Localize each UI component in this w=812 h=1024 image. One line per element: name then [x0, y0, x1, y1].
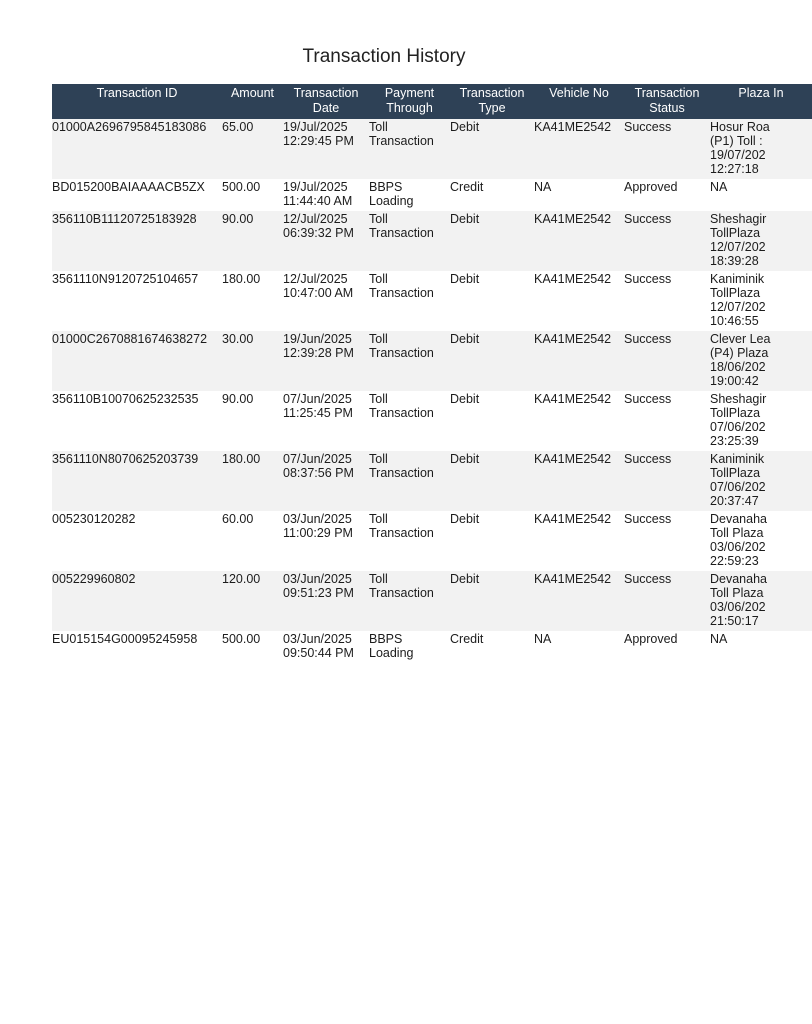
- table-cell: KA41ME2542: [534, 512, 612, 526]
- table-cell: KA41ME2542: [534, 212, 612, 226]
- table-cell: 12/Jul/2025 06:39:32 PM: [283, 212, 354, 240]
- table-cell: 3561110N9120725104657: [52, 272, 199, 286]
- table-cell: BBPS Loading: [369, 180, 414, 208]
- table-cell: Success: [624, 572, 672, 586]
- column-header: Payment Through: [384, 86, 435, 115]
- table-cell: 180.00: [222, 452, 261, 466]
- table-cell: KA41ME2542: [534, 572, 612, 586]
- table-cell: Hosur Roa (P1) Toll : 19/07/202 12:27:18: [710, 120, 770, 176]
- table-cell: 005230120282: [52, 512, 136, 526]
- table-cell: 01000A2696795845183086: [52, 120, 207, 134]
- column-header: Transaction ID: [96, 86, 178, 100]
- table-cell: Toll Transaction: [369, 120, 434, 148]
- table-cell: Debit: [450, 572, 480, 586]
- table-cell: 90.00: [222, 212, 254, 226]
- page-title: Transaction History: [302, 46, 466, 67]
- table-row: [52, 211, 812, 271]
- table-cell: Success: [624, 512, 672, 526]
- table-cell: 120.00: [222, 572, 261, 586]
- table-cell: 60.00: [222, 512, 254, 526]
- table-cell: KA41ME2542: [534, 272, 612, 286]
- table-cell: Success: [624, 120, 672, 134]
- table-cell: Success: [624, 212, 672, 226]
- table-cell: Debit: [450, 512, 480, 526]
- table-cell: 3561110N8070625203739: [52, 452, 199, 466]
- table-cell: KA41ME2542: [534, 452, 612, 466]
- table-cell: BD015200BAIAAAACB5ZX: [52, 180, 205, 194]
- column-header: Plaza In: [738, 86, 784, 100]
- table-cell: Debit: [450, 332, 480, 346]
- table-row: [52, 511, 812, 571]
- table-row: [52, 119, 812, 179]
- table-cell: Credit: [450, 632, 484, 646]
- table-cell: NA: [710, 180, 728, 194]
- table-cell: Sheshagir TollPlaza 12/07/202 18:39:28: [710, 212, 767, 268]
- column-header: Vehicle No: [549, 86, 609, 100]
- table-row: [52, 179, 812, 211]
- table-cell: 500.00: [222, 632, 261, 646]
- header-row: [52, 84, 812, 119]
- table-cell: 180.00: [222, 272, 261, 286]
- table-cell: 12/Jul/2025 10:47:00 AM: [283, 272, 354, 300]
- table-cell: Sheshagir TollPlaza 07/06/202 23:25:39: [710, 392, 767, 448]
- table-cell: NA: [534, 632, 552, 646]
- column-header: Transaction Date: [293, 86, 359, 115]
- table-cell: 01000C2670881674638272: [52, 332, 208, 346]
- table-cell: 005229960802: [52, 572, 136, 586]
- table-cell: Debit: [450, 212, 480, 226]
- table-row: [52, 571, 812, 631]
- table-cell: Devanaha Toll Plaza 03/06/202 22:59:23: [710, 512, 767, 568]
- table-cell: Approved: [624, 632, 678, 646]
- column-header: Transaction Type: [459, 86, 525, 115]
- table-row: [52, 631, 812, 663]
- transaction-table: [52, 84, 812, 663]
- table-cell: 356110B11120725183928: [52, 212, 197, 226]
- table-cell: 356110B10070625232535: [52, 392, 199, 406]
- table-cell: Kaniminik TollPlaza 12/07/202 10:46:55: [710, 272, 766, 328]
- table-cell: Debit: [450, 452, 480, 466]
- table-cell: Toll Transaction: [369, 572, 434, 600]
- table-cell: 19/Jun/2025 12:39:28 PM: [283, 332, 354, 360]
- table-cell: Success: [624, 332, 672, 346]
- table-row: [52, 451, 812, 511]
- table-cell: 19/Jul/2025 12:29:45 PM: [283, 120, 354, 148]
- table-cell: NA: [534, 180, 552, 194]
- table-cell: KA41ME2542: [534, 120, 612, 134]
- table-cell: Clever Lea (P4) Plaza 18/06/202 19:00:42: [710, 332, 771, 388]
- table-cell: Toll Transaction: [369, 392, 434, 420]
- table-cell: KA41ME2542: [534, 332, 612, 346]
- table-header: [52, 84, 812, 119]
- table-cell: Debit: [450, 392, 480, 406]
- table-cell: KA41ME2542: [534, 392, 612, 406]
- table-cell: Success: [624, 392, 672, 406]
- table-cell: 19/Jul/2025 11:44:40 AM: [283, 180, 353, 208]
- table-cell: Toll Transaction: [369, 452, 434, 480]
- table-cell: 90.00: [222, 392, 254, 406]
- table-cell: 03/Jun/2025 09:50:44 PM: [283, 632, 354, 660]
- table-cell: Credit: [450, 180, 484, 194]
- table-row: [52, 391, 812, 451]
- table-cell: Toll Transaction: [369, 272, 434, 300]
- table-cell: Toll Transaction: [369, 212, 434, 240]
- table-cell: Toll Transaction: [369, 332, 434, 360]
- table-cell: 03/Jun/2025 09:51:23 PM: [283, 572, 354, 600]
- table-cell: EU015154G00095245958: [52, 632, 198, 646]
- table-cell: Toll Transaction: [369, 512, 434, 540]
- table-cell: NA: [710, 632, 728, 646]
- table-cell: 03/Jun/2025 11:00:29 PM: [283, 512, 353, 540]
- table-row: [52, 331, 812, 391]
- table-cell: Debit: [450, 272, 480, 286]
- column-header: Transaction Status: [634, 86, 700, 115]
- column-header: Amount: [230, 86, 275, 100]
- table-cell: 07/Jun/2025 11:25:45 PM: [283, 392, 353, 420]
- table-cell: 30.00: [222, 332, 254, 346]
- table-row: [52, 271, 812, 331]
- table-cell: Approved: [624, 180, 678, 194]
- table-body: [52, 119, 812, 663]
- table-cell: Devanaha Toll Plaza 03/06/202 21:50:17: [710, 572, 767, 628]
- table-cell: 65.00: [222, 120, 254, 134]
- table-cell: 500.00: [222, 180, 261, 194]
- table-cell: Debit: [450, 120, 480, 134]
- table-cell: Success: [624, 272, 672, 286]
- table-cell: 07/Jun/2025 08:37:56 PM: [283, 452, 354, 480]
- table-cell: Success: [624, 452, 672, 466]
- table-cell: Kaniminik TollPlaza 07/06/202 20:37:47: [710, 452, 766, 508]
- table-cell: BBPS Loading: [369, 632, 414, 660]
